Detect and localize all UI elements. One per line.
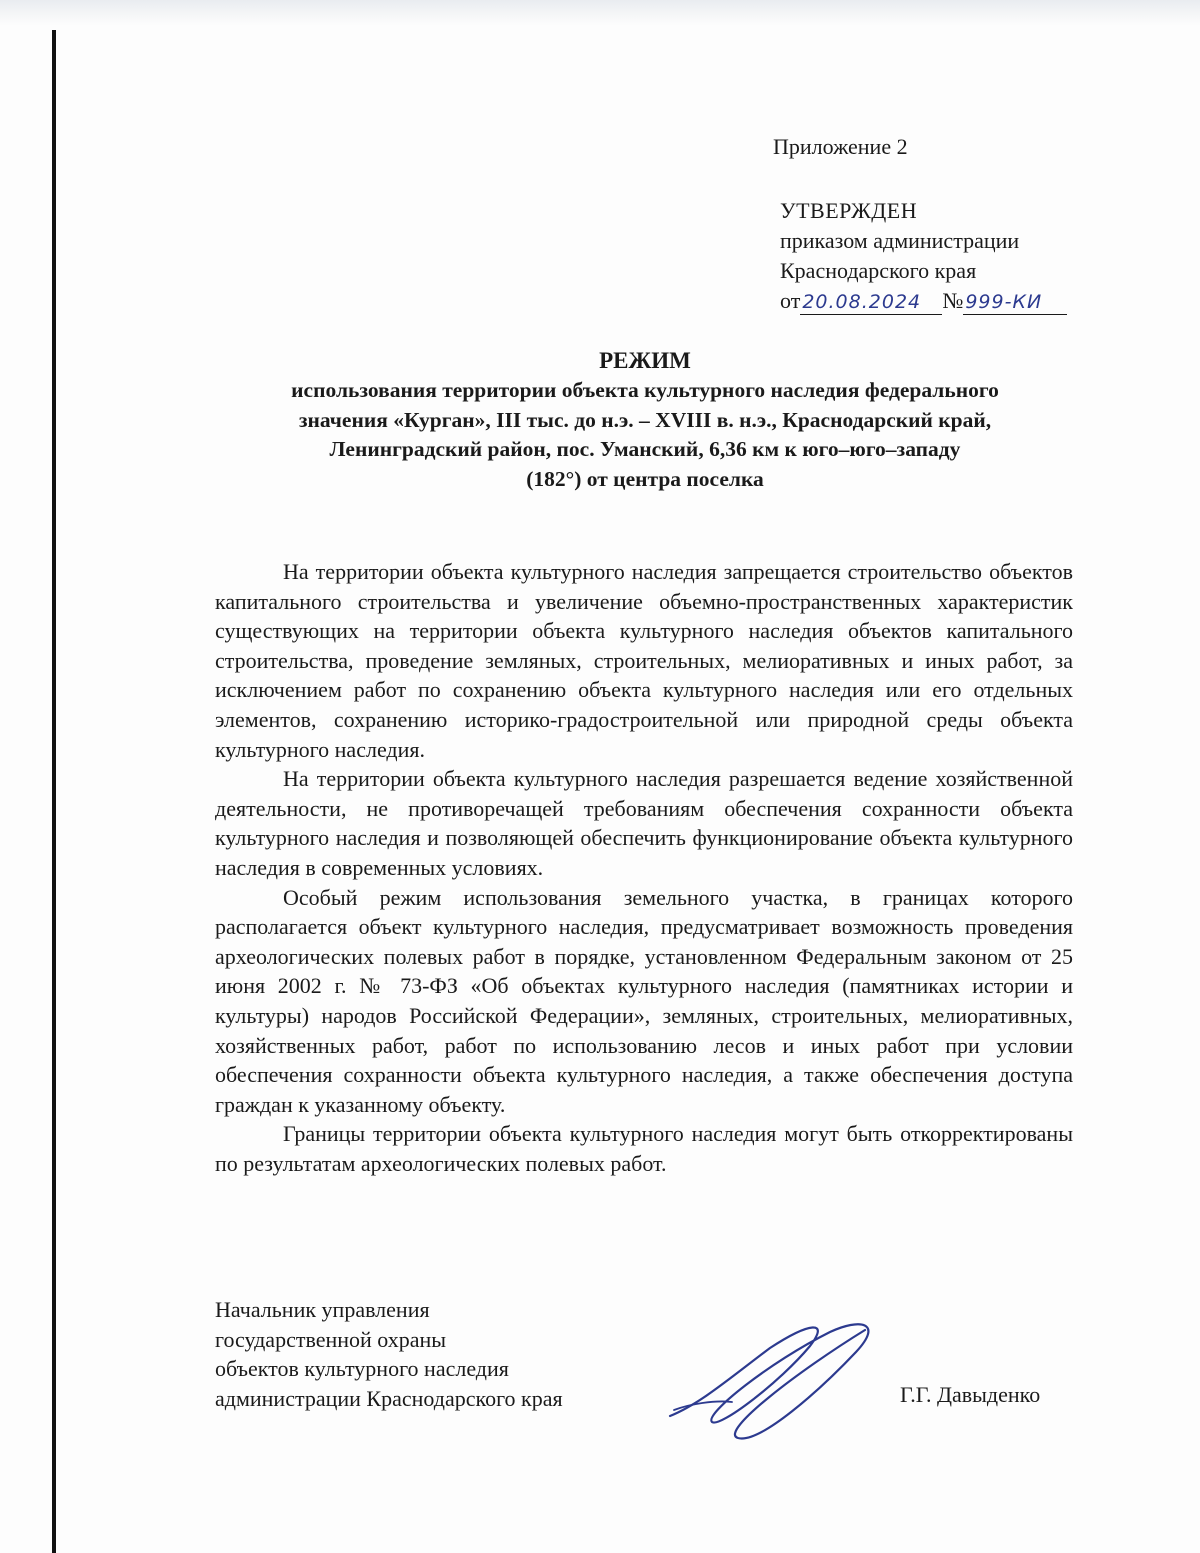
signer-name: Г.Г. Давыденко bbox=[900, 1382, 1041, 1407]
document-title: РЕЖИМ bbox=[599, 348, 691, 373]
order-number-field bbox=[963, 289, 1067, 315]
order-date: 20.08.2024 bbox=[802, 291, 922, 313]
document-body bbox=[215, 557, 1073, 1178]
order-number-sign: № bbox=[942, 288, 964, 313]
subtitle-line-2: значения «Курган», III тыс. до н.э. – XVIII в. н.э., Краснодарский край, bbox=[298, 407, 992, 432]
approval-block bbox=[780, 196, 1067, 316]
scan-left-edge bbox=[52, 30, 56, 1553]
paragraph-special-regime: Особый режим использования земельного участка, в границах которого располагается объект культурного наследия, предусматривает возможность проведения археологических полевых работ в порядке, установленном Федеральным законом от 25 июня 2002 г. № 73-ФЗ «Об объектах культурного наследия (памятниках истории и культуры) народов Российской Федерации», земляных, строительных, мелиоративных, хозяйственных работ, работ по использованию лесов и иных работ при условии обеспечения сохранности объекта культурного наследия, а также обеспечения доступа граждан к указанному объекту. bbox=[215, 884, 1073, 1117]
approved-by-line-1: приказом администрации bbox=[780, 228, 1020, 253]
position-line-3: объектов культурного наследия bbox=[215, 1356, 509, 1382]
position-line-1: Начальник управления bbox=[215, 1297, 430, 1322]
appendix-label: Приложение 2 bbox=[773, 134, 908, 159]
paragraph-boundaries: Границы территории объекта культурного наследия могут быть откорректированы по результатам археологических полевых работ. bbox=[215, 1121, 1073, 1176]
paragraph-prohibitions: На территории объекта культурного наследия запрещается строительство объектов капитального строительства и увеличение объемно-пространственных характеристик существующих на территории объекта культурного наследия объектов капитального строительства, проведение земляных, строительных, мелиоративных и иных работ, за исключением работ по сохранению объекта культурного наследия или его отдельных элементов, сохранению историко-градостроительной или природной среды объекта культурного наследия. bbox=[215, 559, 1073, 762]
document-subtitle bbox=[205, 376, 1085, 494]
paragraph-permissions: На территории объекта культурного наследия разрешается ведение хозяйственной деятельности, не противоречащей требованиям обеспечения сохранности объекта культурного наследия и позволяющей обеспечить функционирование объекта культурного наследия в современных условиях. bbox=[215, 766, 1073, 880]
scan-top-edge bbox=[0, 0, 1200, 26]
signatory-position bbox=[215, 1295, 563, 1413]
order-from-label: от bbox=[780, 288, 801, 313]
order-line bbox=[780, 286, 1067, 316]
approved-by-line-2: Краснодарского края bbox=[780, 258, 977, 283]
order-date-field bbox=[800, 289, 942, 315]
position-line-4: администрации Краснодарского края bbox=[215, 1385, 563, 1411]
position-line-2: государственной охраны bbox=[215, 1326, 447, 1352]
order-number: 999-КИ bbox=[965, 291, 1043, 313]
subtitle-line-4: (182°) от центра поселка bbox=[526, 466, 764, 491]
handwritten-signature bbox=[660, 1318, 900, 1448]
subtitle-line-3: Ленинградский район, пос. Уманский, 6,36 км к юго–юго–западу bbox=[329, 437, 961, 461]
subtitle-line-1: использования территории объекта культурного наследия федерального bbox=[291, 378, 999, 402]
approved-stamp-text: УТВЕРЖДЕН bbox=[780, 198, 918, 223]
